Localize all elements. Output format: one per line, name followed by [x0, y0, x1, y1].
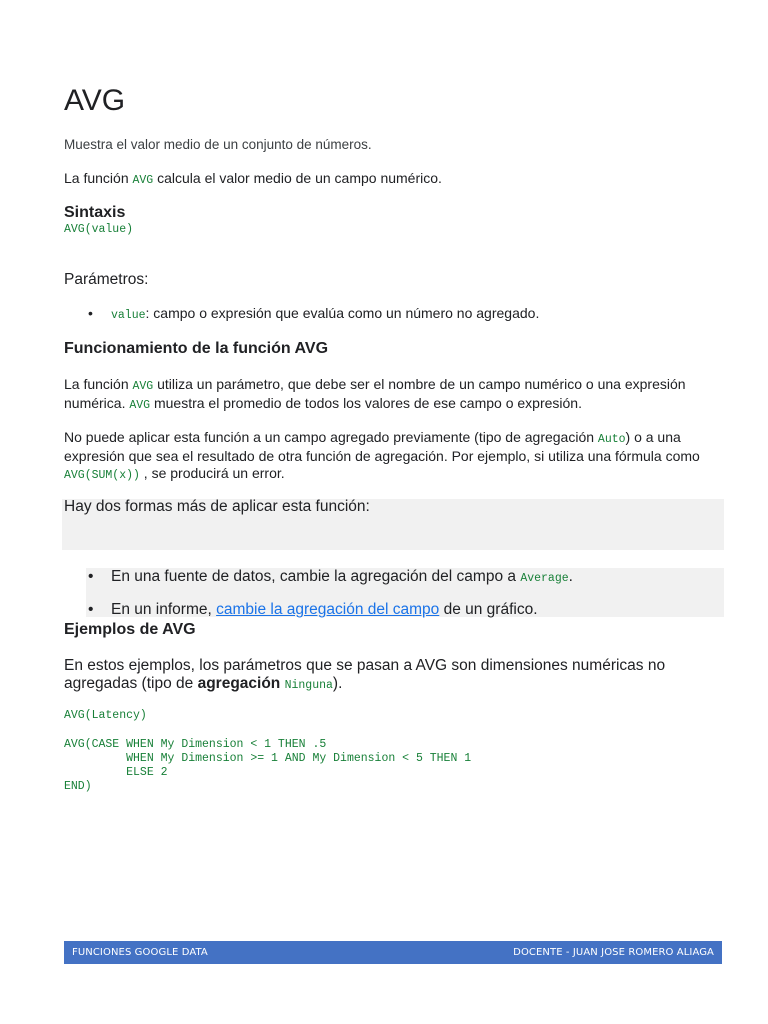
text: La función [64, 376, 133, 392]
inline-code: value [111, 309, 146, 322]
text: No puede aplicar esta función a un campo agregado previamente (tipo de agregación [64, 429, 598, 445]
inline-code: AVG [132, 174, 154, 187]
text: En un informe, [111, 601, 217, 618]
intro-text: La función [64, 170, 133, 186]
syntax-heading: Sintaxis [64, 204, 126, 221]
ways-intro: Hay dos formas más de aplicar esta función: [64, 498, 370, 515]
inline-code: Ninguna [284, 679, 333, 692]
intro-paragraph [64, 170, 714, 189]
list-item [64, 568, 761, 588]
text: ) o a una expresión que sea el resultado de otra función de agregación. Por ejemplo, si utiliza una fórmula como [64, 429, 700, 464]
text: . [568, 568, 573, 585]
example-code-2: AVG(CASE WHEN My Dimension < 1 THEN .5 WHEN My Dimension >= 1 AND My Dimension < 5 THEN 1 ELSE 2 END) [64, 738, 472, 793]
page-footer [64, 941, 722, 964]
ways-list [64, 568, 714, 619]
text: , se producirá un error. [139, 465, 285, 481]
text: En una fuente de datos, cambie la agregación del campo a [111, 568, 521, 585]
list-item [64, 305, 761, 324]
text: muestra el promedio de todos los valores de ese campo o expresión. [150, 395, 582, 411]
page-subtitle: Muestra el valor medio de un conjunto de números. [64, 137, 372, 152]
intro-text: calcula el valor medio de un campo numérico. [153, 170, 442, 186]
text: ). [332, 675, 343, 692]
params-heading: Parámetros: [64, 271, 149, 288]
bullet-icon: • [88, 601, 94, 618]
inline-code: Average [520, 572, 569, 585]
text: de un gráfico. [439, 601, 538, 618]
how-paragraph-1 [64, 376, 714, 414]
syntax-code: AVG(value) [64, 223, 134, 236]
inline-code: AVG [132, 380, 154, 393]
text: En estos ejemplos, los parámetros que se pasan a AVG son dimensiones numéricas no agregadas (tipo de [64, 657, 666, 692]
params-list [64, 305, 761, 324]
how-heading: Funcionamiento de la función AVG [64, 340, 329, 357]
param-text: : campo o expresión que evalúa como un número no agregado. [145, 305, 540, 321]
list-item [64, 601, 761, 619]
bullet-icon: • [88, 568, 94, 585]
bold-text: agregación [197, 675, 281, 692]
inline-code: Auto [597, 433, 626, 446]
inline-code: AVG [129, 399, 151, 412]
page-title: AVG [64, 84, 126, 117]
example-code-1: AVG(Latency) [64, 709, 147, 722]
text: utiliza un parámetro, que debe ser el nombre de un campo numérico o una expresión numérica. [64, 376, 686, 411]
how-paragraph-2 [64, 429, 714, 484]
examples-paragraph [64, 657, 714, 695]
footer-left: FUNCIONES GOOGLE DATA [72, 947, 208, 958]
footer-right: DOCENTE - JUAN JOSE ROMERO ALIAGA [513, 947, 714, 958]
inline-code: AVG(SUM(x)) [64, 469, 140, 482]
bullet-icon: • [88, 305, 93, 321]
examples-heading: Ejemplos de AVG [64, 621, 196, 638]
aggregation-link[interactable]: cambie la agregación del campo [216, 601, 440, 618]
